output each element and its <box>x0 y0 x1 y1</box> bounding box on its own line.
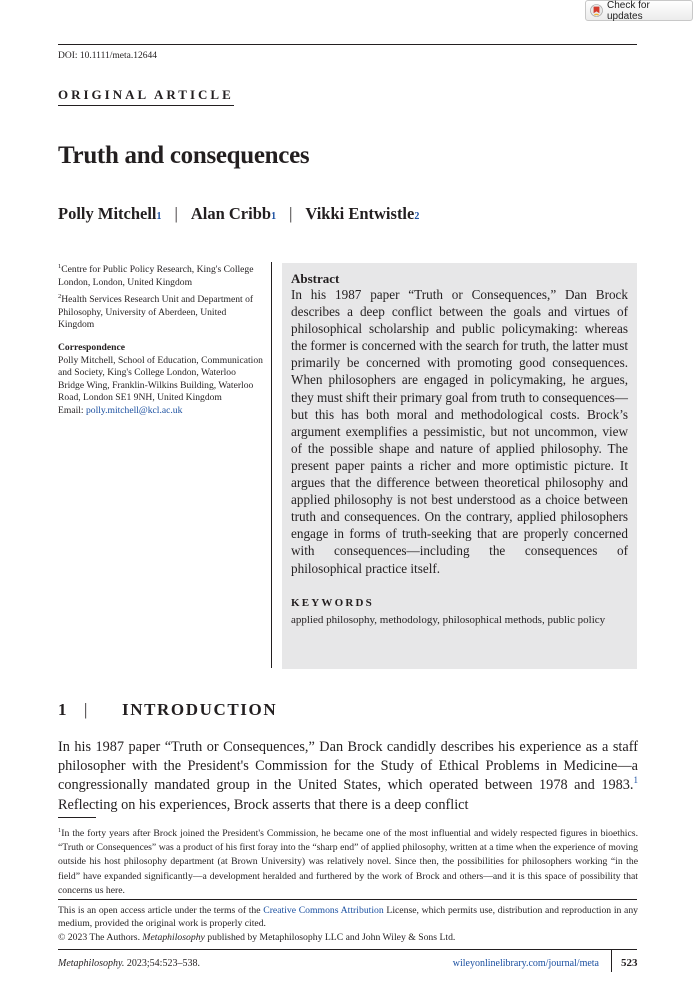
footnote-number: 1 <box>58 827 62 834</box>
author-list: Polly Mitchell 1 | Alan Cribb 1 | Vikki Entwistle 2 <box>58 204 420 223</box>
article-type: ORIGINAL ARTICLE <box>58 87 234 106</box>
body-text: Reflecting on his experiences, Brock asserts that there is a deep conflict <box>58 796 469 813</box>
affiliation-text: Health Services Research Unit and Department of Philosophy, University of Aberdeen, United Kingdom <box>58 294 254 331</box>
footnote-ref[interactable]: 1 <box>633 775 638 786</box>
journal-url-link[interactable]: wileyonlinelibrary.com/journal/meta <box>452 958 599 969</box>
footer-citation <box>58 958 200 969</box>
author-name[interactable]: Alan Cribb <box>190 204 272 223</box>
correspondence <box>58 342 263 417</box>
doi: DOI: 10.1111/meta.12644 <box>58 51 157 61</box>
license-rule <box>58 899 637 900</box>
copyright-journal: Metaphilosophy <box>142 931 205 943</box>
email-label: Email: <box>58 404 86 416</box>
footnote-text: In the forty years after Brock joined the President's Commission, he became one of the most influential and widely respected figures in bioethics. “Truth or Consequences” was a product of his first foray into the “sharp end” of applied philosophy, written at a time when the experience of moving outside his host philosophy department (at Brown University) was relatively novel. Since then, the possibilities for philosophers working “in the field” have expanded significantly—a development heralded and furthered by the work of Brock and others—and it is this space of possibility that concerns us here. <box>58 828 638 896</box>
column-divider <box>271 262 272 668</box>
footer-divider <box>611 950 612 972</box>
crossmark-icon <box>590 4 603 17</box>
footnote <box>58 824 638 898</box>
section-number: 1 <box>58 700 69 719</box>
footer-journal-name: Metaphilosophy. <box>58 958 125 969</box>
abstract-heading: Abstract <box>291 271 340 286</box>
copyright-text: © 2023 The Authors. <box>58 931 143 943</box>
creative-commons-link[interactable]: Creative Commons Attribution <box>263 905 384 916</box>
author-separator: | <box>289 204 293 223</box>
keywords-heading: KEYWORDS <box>291 596 374 609</box>
author-name[interactable]: Vikki Entwistle <box>305 204 415 223</box>
correspondence-heading: Correspondence <box>58 342 125 353</box>
body-text: In his 1987 paper “Truth or Consequences,” Dan Brock candidly describes his experience as a staff philosopher with the President's Commission for the Study of Ethical Problems in Medicine—a congressionally mandated group in the United States, which operated between 1978 and 1983. <box>58 739 638 794</box>
license-text: This is an open access article under the terms of the <box>58 905 264 916</box>
affiliation-number: 2 <box>58 293 62 300</box>
footer-rule <box>58 949 637 950</box>
footnote-rule <box>58 817 96 818</box>
article-title: Truth and consequences <box>58 142 310 169</box>
correspondence-address: Polly Mitchell, School of Education, Communication and Society, King's College London, Waterloo Bridge Wing, Franklin-Wilkins Building, Waterloo Road, London SE1 9NH, United Kingdom <box>58 354 263 403</box>
copyright-text: published by Metaphilosophy LLC and John Wiley & Sons Ltd. <box>204 931 456 943</box>
affiliation-text: Centre for Public Policy Research, King's College London, London, United Kingdom <box>58 264 254 288</box>
author-separator: | <box>174 204 178 223</box>
affiliation <box>58 261 258 289</box>
license-notice <box>58 904 638 944</box>
email-link[interactable]: polly.mitchell@kcl.ac.uk <box>85 404 183 416</box>
affiliation <box>58 291 258 332</box>
page-number: 523 <box>621 957 638 969</box>
section-separator: | <box>84 700 90 719</box>
author-name[interactable]: Polly Mitchell <box>58 204 157 223</box>
footer-citation-text: 2023;54:523–538. <box>124 958 200 969</box>
affiliation-number: 1 <box>58 263 62 270</box>
section-title: INTRODUCTION <box>122 700 278 719</box>
check-for-updates-label: Check for updates <box>607 0 650 22</box>
license-text: License, which permits use, distribution and reproduction in any medium, provided the original work is properly cited. <box>58 905 639 930</box>
check-for-updates-button[interactable] <box>585 0 693 21</box>
body-paragraph <box>58 738 638 815</box>
keywords-text: applied philosophy, methodology, philosophical methods, public policy <box>291 613 606 626</box>
header-rule <box>58 44 637 45</box>
abstract-box <box>282 263 637 669</box>
section-heading <box>58 700 277 720</box>
abstract-text: In his 1987 paper “Truth or Consequences,” Dan Brock describes a deep conflict between the goals and virtues of philosophical scholarship and public policymaking: whereas the former is concerned with the search for truth, the latter must primarily be concerned with promoting good consequences. When philosophers are engaged in policymaking, he argues, they must shift their primary goal from truth to consequences—but this has both moral and methodological costs. Brock’s argument exemplifies a pessimistic, but not uncommon, view of the possible shape and nature of applied philosophy. The present paper paints a richer and more optimistic picture. It argues that the difference between theoretical philosophy and applied philosophy is not best understood as a choice between truth and consequences. On the contrary, applied philosophers engage in forms of truth-seeking that are properly concerned with consequences—including the consequences of philosophical practice itself. <box>291 287 628 576</box>
